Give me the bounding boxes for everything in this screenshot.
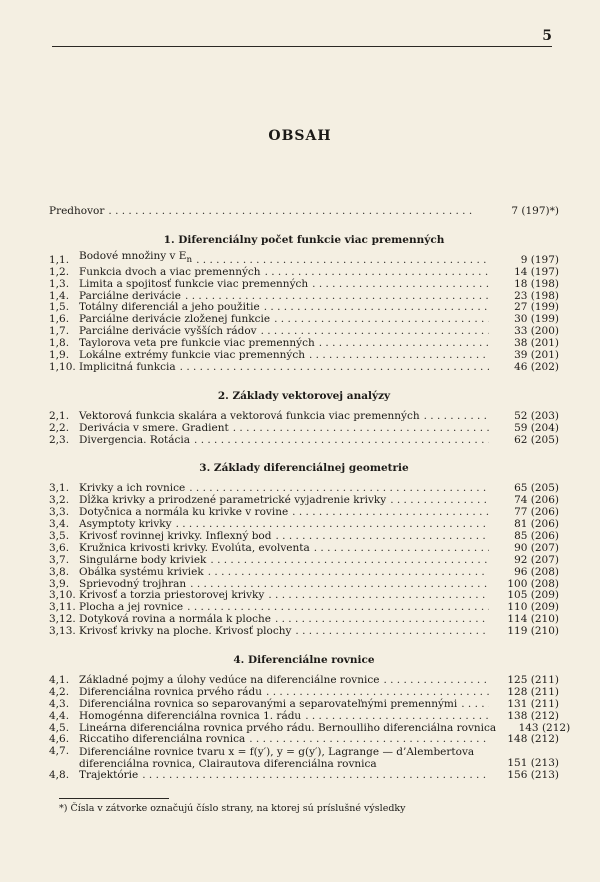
toc-entry-number: 1,9. — [49, 349, 70, 361]
toc-entry-number: 3,4. — [49, 518, 70, 531]
toc-entry-number: 2,3. — [49, 433, 70, 446]
toc-entry[interactable] — [49, 435, 559, 447]
toc-entry-title — [79, 626, 291, 638]
footnote-rule — [59, 798, 169, 799]
toc-entry-title — [79, 734, 245, 746]
toc-entry[interactable] — [49, 362, 559, 374]
toc-entry-page: 81 (206) — [514, 518, 559, 531]
toc-entry-page: 128 (211) — [507, 685, 559, 698]
toc-entry-title-text: Základné pojmy a úlohy vedúce na diferenciálne rovnice — [79, 674, 380, 687]
dot-leader — [249, 734, 489, 746]
toc-entry-page: 65 (205) — [514, 482, 559, 495]
toc-section — [49, 390, 559, 447]
toc-entry-title-text: Homogénna diferenciálna rovnica 1. rádu — [79, 709, 302, 722]
toc-entry-number: 1,7. — [49, 325, 70, 338]
header-rule — [52, 46, 552, 47]
dot-leader — [108, 206, 475, 218]
toc-entry-title-text: Kružnica krivosti krivky. Evolúta, evolventa — [79, 541, 310, 554]
toc-entry-title — [79, 770, 138, 782]
toc-entry-page: 23 (198) — [514, 289, 559, 302]
toc-entry-page: 74 (206) — [514, 494, 559, 507]
toc-entry-number: 4,5. — [49, 721, 70, 734]
dot-leader — [424, 411, 489, 423]
toc-entry-page: 138 (212) — [507, 709, 559, 722]
toc-entry-page: 9 (197) — [520, 253, 559, 266]
toc-entry-page: 62 (205) — [514, 433, 559, 446]
toc-entry-page: 125 (211) — [507, 674, 559, 687]
toc-entry-number: 3,12. — [49, 613, 76, 626]
dot-leader — [292, 507, 489, 519]
dot-leader — [268, 590, 489, 602]
toc-entry-title-text: Krivosť krivky na ploche. Krivosť plochy — [79, 625, 292, 638]
toc-entry-title-text: Obálka systému kriviek — [79, 565, 204, 578]
toc-entry-page: 92 (207) — [514, 553, 559, 566]
toc-entry-number: 3,9. — [49, 577, 70, 590]
dot-leader — [208, 567, 489, 579]
toc-entry[interactable] — [49, 735, 559, 747]
toc-entry-page: 90 (207) — [514, 541, 559, 554]
toc-entry-title-text: Taylorova veta pre funkcie viac premenných — [79, 337, 315, 350]
toc-entry-subscript: n — [186, 254, 193, 265]
toc-entry-title-text: Singulárne body kriviek — [79, 553, 207, 566]
toc-entry-title-text: Diferenciálne rovnice tvaru x = f(y′), y = g(y′), Lagrange — d’Alembertova diferenciálna rovnica, Clairautova diferenciálna rovnica — [79, 746, 475, 771]
toc-entry-title-text: Plocha a jej rovnice — [79, 601, 184, 614]
toc-entry-page: 77 (206) — [514, 506, 559, 519]
toc-entry-title-text: Vektorová funkcia skalára a vektorová funkcia viac premenných — [79, 409, 420, 422]
dot-leader — [274, 314, 489, 326]
toc-entry-number: 1,2. — [49, 265, 70, 278]
toc-entry-number: 4,8. — [49, 769, 70, 782]
dot-leader — [275, 614, 489, 626]
toc-entry-number: 3,13. — [49, 625, 76, 638]
toc-section — [49, 234, 559, 374]
table-of-contents — [49, 204, 571, 815]
toc-entry-page: 27 (199) — [514, 301, 559, 314]
toc-entry-number: 3,6. — [49, 541, 70, 554]
toc-entry-title — [79, 746, 493, 770]
toc-entry-number: 1,10. — [49, 360, 76, 373]
toc-entry-page: 110 (209) — [507, 601, 559, 614]
toc-entry-number: 4,2. — [49, 685, 70, 698]
toc-entry-page: 30 (199) — [514, 313, 559, 326]
page-title: OBSAH — [268, 128, 332, 144]
toc-entry-number: 3,2. — [49, 494, 70, 507]
section-heading: 1. Diferenciálny počet funkcie viac premenných — [163, 233, 445, 246]
dot-leader — [233, 423, 489, 435]
toc-entry-title-text: Trajektórie — [79, 769, 139, 782]
dot-leader — [312, 279, 489, 291]
toc-entry-number: 4,4. — [49, 709, 70, 722]
toc-entry-title-text: Parciálne derivácie vyšších rádov — [79, 325, 257, 338]
toc-entry-page: 119 (210) — [507, 625, 559, 638]
toc-entry-page: 33 (200) — [514, 325, 559, 338]
dot-leader — [319, 338, 489, 350]
toc-entry-page: 18 (198) — [514, 277, 559, 290]
toc-entry[interactable] — [49, 626, 559, 638]
section-heading: 3. Základy diferenciálnej geometrie — [199, 462, 409, 475]
toc-entry-title-text: Dotyková rovina a normála k ploche — [79, 613, 271, 626]
toc-entry[interactable] — [49, 770, 559, 782]
dot-leader — [142, 770, 489, 782]
toc-entry-title: Predhovor — [49, 204, 105, 217]
toc-entry-title-text: Divergencia. Rotácia — [79, 433, 191, 446]
toc-entry-page: 14 (197) — [514, 265, 559, 278]
toc-entry-number: 3,7. — [49, 553, 70, 566]
toc-entry-title-text: Parciálne derivácie — [79, 289, 182, 302]
toc-entry-page: 156 (213) — [507, 769, 559, 782]
toc-entry-title-text: Asymptoty krivky — [79, 518, 172, 531]
toc-entry-title-text: Implicitná funkcia — [79, 360, 176, 373]
toc-entry-title-text: Dotyčnica a normála ku krivke v rovine — [79, 506, 289, 519]
toc-entry-number: 1,8. — [49, 337, 70, 350]
toc-entry-number: 4,6. — [49, 733, 70, 746]
toc-entry-number: 1,4. — [49, 289, 70, 302]
toc-entry-number: 3,5. — [49, 530, 70, 543]
toc-entry-page: 96 (208) — [514, 565, 559, 578]
toc-entry-title-text: Bodové množiny v E — [79, 249, 187, 262]
toc-entry-number: 4,3. — [49, 697, 70, 710]
toc-entry-title — [79, 251, 192, 267]
toc-entry-page: 131 (211) — [507, 697, 559, 710]
toc-entry-title-text: Dĺžka krivky a prirodzené parametrické vyjadrenie krivky — [79, 494, 387, 507]
dot-leader — [390, 495, 489, 507]
toc-entry-page: 39 (201) — [514, 349, 559, 361]
toc-entry-number: 1,5. — [49, 301, 70, 314]
toc-entry-title-text: Parciálne derivácie zloženej funkcie — [79, 313, 271, 326]
dot-leader — [194, 435, 489, 447]
toc-entry-preface[interactable] — [49, 206, 559, 218]
toc-entry-title-text: Totálny diferenciál a jeho použitie — [79, 301, 260, 314]
toc-entry-title-text: Lineárna diferenciálna rovnica prvého rádu. Bernoulliho diferenciálna rovnica — [79, 721, 497, 734]
page-number: 5 — [542, 28, 552, 44]
toc-entry-number: 1,3. — [49, 277, 70, 290]
toc-entry-number: 1,1. — [49, 253, 70, 266]
toc-entry-number: 2,1. — [49, 409, 70, 422]
toc-entry-page: 7 (197)*) — [511, 204, 559, 217]
toc-entry-page: 59 (204) — [514, 421, 559, 434]
toc-entry-title-text: Funkcia dvoch a viac premenných — [79, 265, 261, 278]
toc-entry-title-text: Krivosť rovinnej krivky. Inflexný bod — [79, 530, 272, 543]
toc-entry-number: 3,11. — [49, 601, 76, 614]
toc-entry-page: 38 (201) — [514, 337, 559, 350]
toc-entry-title — [79, 435, 190, 447]
dot-leader — [314, 543, 489, 555]
toc-entry-page: 114 (210) — [507, 613, 559, 626]
toc-entry-number: 1,6. — [49, 313, 70, 326]
toc-entry-page: 151 (213) — [507, 757, 559, 770]
footnote: *) Čísla v zátvorke označujú číslo strany, na ktorej sú príslušné výsledky — [59, 803, 406, 815]
toc-section — [49, 654, 571, 782]
dot-leader — [264, 302, 489, 314]
toc-entry-title-text: Derivácia v smere. Gradient — [79, 421, 229, 434]
toc-entry-number: 3,8. — [49, 565, 70, 578]
dot-leader — [461, 699, 489, 711]
toc-entry-page: 52 (203) — [514, 409, 559, 422]
toc-entry-title-text: Riccatiho diferenciálna rovnica — [79, 733, 246, 746]
toc-entry-page: 148 (212) — [507, 733, 559, 746]
toc-entry-number: 4,7. — [49, 745, 70, 758]
toc-entry-page: 46 (202) — [514, 360, 559, 373]
toc-entry-page: 143 (212) — [518, 721, 571, 734]
toc-entry-title-text: Sprievodný trojhran — [79, 577, 187, 590]
toc-entry-number: 3,1. — [49, 482, 70, 495]
dot-leader — [210, 555, 489, 567]
toc-entry-number: 3,10. — [49, 589, 76, 602]
dot-leader — [383, 675, 489, 687]
toc-entry[interactable] — [49, 746, 559, 770]
toc-entry-title-text: Limita a spojitosť funkcie viac premenných — [79, 277, 309, 290]
section-heading: 2. Základy vektorovej analýzy — [217, 389, 391, 402]
toc-entry-number: 2,2. — [49, 421, 70, 434]
toc-entry-title-text: Diferenciálna rovnica so separovanými a separovateľnými premennými — [79, 697, 458, 710]
dot-leader — [309, 350, 489, 362]
toc-entry-title-text: Diferenciálna rovnica prvého rádu — [79, 685, 263, 698]
toc-entry-number: 3,3. — [49, 506, 70, 519]
toc-entry-page: 85 (206) — [514, 530, 559, 543]
toc-sections — [49, 233, 571, 782]
toc-entry-title-text: Krivky a ich rovnice — [79, 482, 186, 495]
dot-leader — [180, 362, 489, 374]
toc-entry-page: 105 (209) — [507, 589, 559, 602]
toc-entry-title-text: Lokálne extrémy funkcie viac premenných — [79, 349, 305, 361]
toc-entry-title — [79, 362, 176, 374]
dot-leader — [295, 626, 489, 638]
toc-entry-title-text: Krivosť a torzia priestorovej krivky — [79, 589, 265, 602]
toc-entry-page: 100 (208) — [507, 577, 559, 590]
section-heading: 4. Diferenciálne rovnice — [233, 654, 375, 667]
toc-entry-number: 4,1. — [49, 674, 70, 687]
toc-section — [49, 462, 559, 638]
